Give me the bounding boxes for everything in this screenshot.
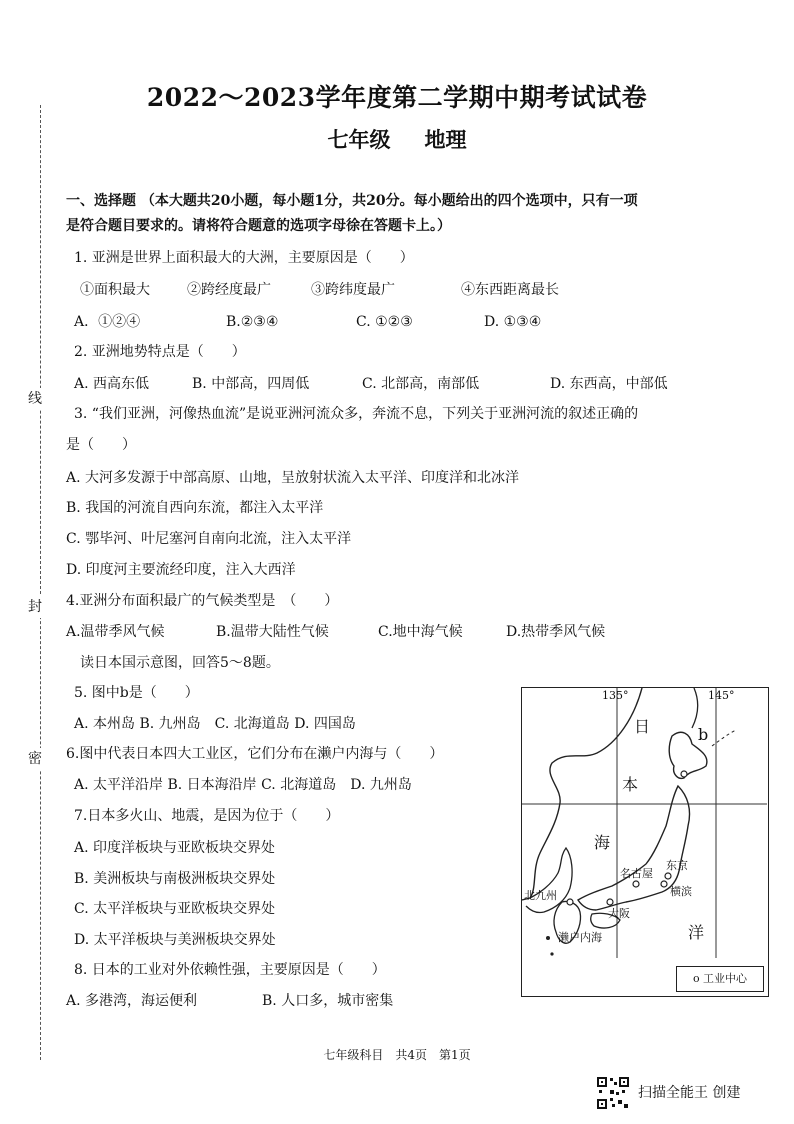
sea-label-setonaikai: 濑户内海 <box>558 931 602 944</box>
q2-option-a: A. 西高东低 <box>74 376 150 392</box>
q3-option-a: A. 大河多发源于中部高原、山地，呈放射状流入太平洋、印度洋和北冰洋 <box>66 470 520 486</box>
exam-title: 2022～2023学年度第二学期中期考试试卷 <box>146 83 648 112</box>
q1-option-a: A．①②④ <box>74 314 141 330</box>
q4-option-c: C.地中海气候 <box>378 624 463 640</box>
q3-option-c: C. 鄂毕河、叶尼塞河自南向北流，注入太平洋 <box>66 531 352 547</box>
q2-stem: 2. 亚洲地势特点是（ ） <box>74 344 246 360</box>
binding-dashed-line <box>40 105 41 1060</box>
q7-stem: 7.日本多火山、地震，是因为位于（ ） <box>74 808 340 824</box>
q7-option-c: C. 太平洋板块与亚欧板块交界处 <box>74 901 276 917</box>
sakhalin-coast <box>692 688 698 728</box>
industrial-centre-tokyo <box>665 873 671 879</box>
binding-mark-line: 线 <box>28 388 42 410</box>
q8-option-b: B. 人口多，城市密集 <box>262 993 394 1009</box>
page-footer: 七年级科目 共4页 第1页 <box>323 1048 471 1062</box>
q2-option-b: B. 中部高，四周低 <box>192 376 310 392</box>
q1-option-b: B.②③④ <box>226 314 279 330</box>
sea-label-char-1: 日 <box>634 717 651 736</box>
q1-choice-1: ①面积最大 <box>80 282 150 298</box>
city-label-osaka: 大阪 <box>608 907 630 920</box>
q7-option-d: D. 太平洋板块与美洲板块交界处 <box>74 932 276 948</box>
q7-option-a: A. 印度洋板块与亚欧板块交界处 <box>74 840 276 856</box>
q8-stem: 8. 日本的工业对外依赖性强，主要原因是（ ） <box>74 962 386 978</box>
q1-choice-2: ②跨经度最广 <box>187 282 271 298</box>
longitude-label-145: 145° <box>708 689 735 702</box>
sea-label-char-3: 海 <box>594 833 611 852</box>
industrial-centre-kitakyushu <box>567 899 573 905</box>
city-label-yokohama: 横滨 <box>670 885 692 898</box>
q7-option-b: B. 美洲板块与南极洲板块交界处 <box>74 871 276 887</box>
grade-label: 七年级 <box>327 127 391 152</box>
section-heading-line2: 是符合题目要求的。请将符合题意的选项字母徐在答题卡上。） <box>66 218 451 234</box>
city-label-kitakyushu: 北九州 <box>524 889 557 902</box>
city-label-tokyo: 东京 <box>666 859 688 872</box>
q4-option-d: D.热带季风气候 <box>506 624 606 640</box>
city-label-nagoya: 名古屋 <box>620 867 653 880</box>
sea-label-char-2: 本 <box>622 775 639 794</box>
q3-stem-line2: 是（ ） <box>66 437 136 453</box>
map-legend: o 工业中心 <box>676 966 764 992</box>
qr-code-icon <box>596 1076 630 1110</box>
binding-mark-seal: 封 <box>28 596 42 618</box>
q4-option-b: B.温带大陆性气候 <box>216 624 329 640</box>
section-heading-line1: 一、选择题 （本大题共20小题，每小题1分，共20分。每小题给出的四个选项中，只有一项 <box>66 193 638 209</box>
q1-option-d: D. ①③④ <box>484 314 542 330</box>
q4-option-a: A.温带季风气候 <box>66 624 165 640</box>
q4-stem: 4.亚洲分布面积最广的气候类型是 （ ） <box>66 593 339 609</box>
q2-option-d: D. 东西高，中部低 <box>550 376 668 392</box>
q6-stem: 6.图中代表日本四大工业区，它们分布在濑户内海与（ ） <box>66 746 444 762</box>
subject-label: 地理 <box>424 127 467 152</box>
q2-option-c: C. 北部高，南部低 <box>362 376 480 392</box>
exam-subtitle <box>0 124 794 154</box>
scanner-watermark: 扫描全能王 创建 <box>638 1085 741 1101</box>
q8-option-a: A. 多港湾，海运便利 <box>66 993 198 1009</box>
ocean-label-char: 洋 <box>688 923 705 942</box>
industrial-centre-hokkaido <box>681 771 687 777</box>
q3-option-d: D. 印度河主要流经印度，注入大西洋 <box>66 562 296 578</box>
japan-map <box>521 687 769 997</box>
q1-choice-4: ④东西距离最长 <box>461 282 559 298</box>
industrial-centre-osaka <box>607 899 613 905</box>
small-island-1 <box>546 936 550 940</box>
q5-stem: 5. 图中b是（ ） <box>74 685 199 701</box>
map-intro: 读日本国示意图，回答5～8题。 <box>80 655 280 671</box>
longitude-label-135: 135° <box>602 689 629 702</box>
map-label-b: b <box>698 725 709 744</box>
q6-options: A. 太平洋沿岸 B. 日本海沿岸 C. 北海道岛 D. 九州岛 <box>74 777 412 793</box>
industrial-centre-nagoya <box>633 881 639 887</box>
q3-stem-line1: 3. “我们亚洲，河像热血流”是说亚洲河流众多，奔流不息，下列关于亚洲河流的叙述正确的 <box>74 406 639 422</box>
q5-options: A. 本州岛 B. 九州岛 C. 北海道岛 D. 四国岛 <box>74 716 356 732</box>
q1-stem: 1. 亚洲是世界上面积最大的大洲，主要原因是（ ） <box>74 250 414 266</box>
small-island-2 <box>550 952 553 955</box>
korea-peninsula <box>526 848 572 913</box>
industrial-centre-yokohama <box>661 881 667 887</box>
q3-option-b: B. 我国的河流自西向东流，都注入太平洋 <box>66 500 324 516</box>
binding-mark-secret: 密 <box>28 748 42 770</box>
q1-choice-3: ③跨纬度最广 <box>311 282 395 298</box>
q1-option-c: C. ①②③ <box>356 314 413 330</box>
